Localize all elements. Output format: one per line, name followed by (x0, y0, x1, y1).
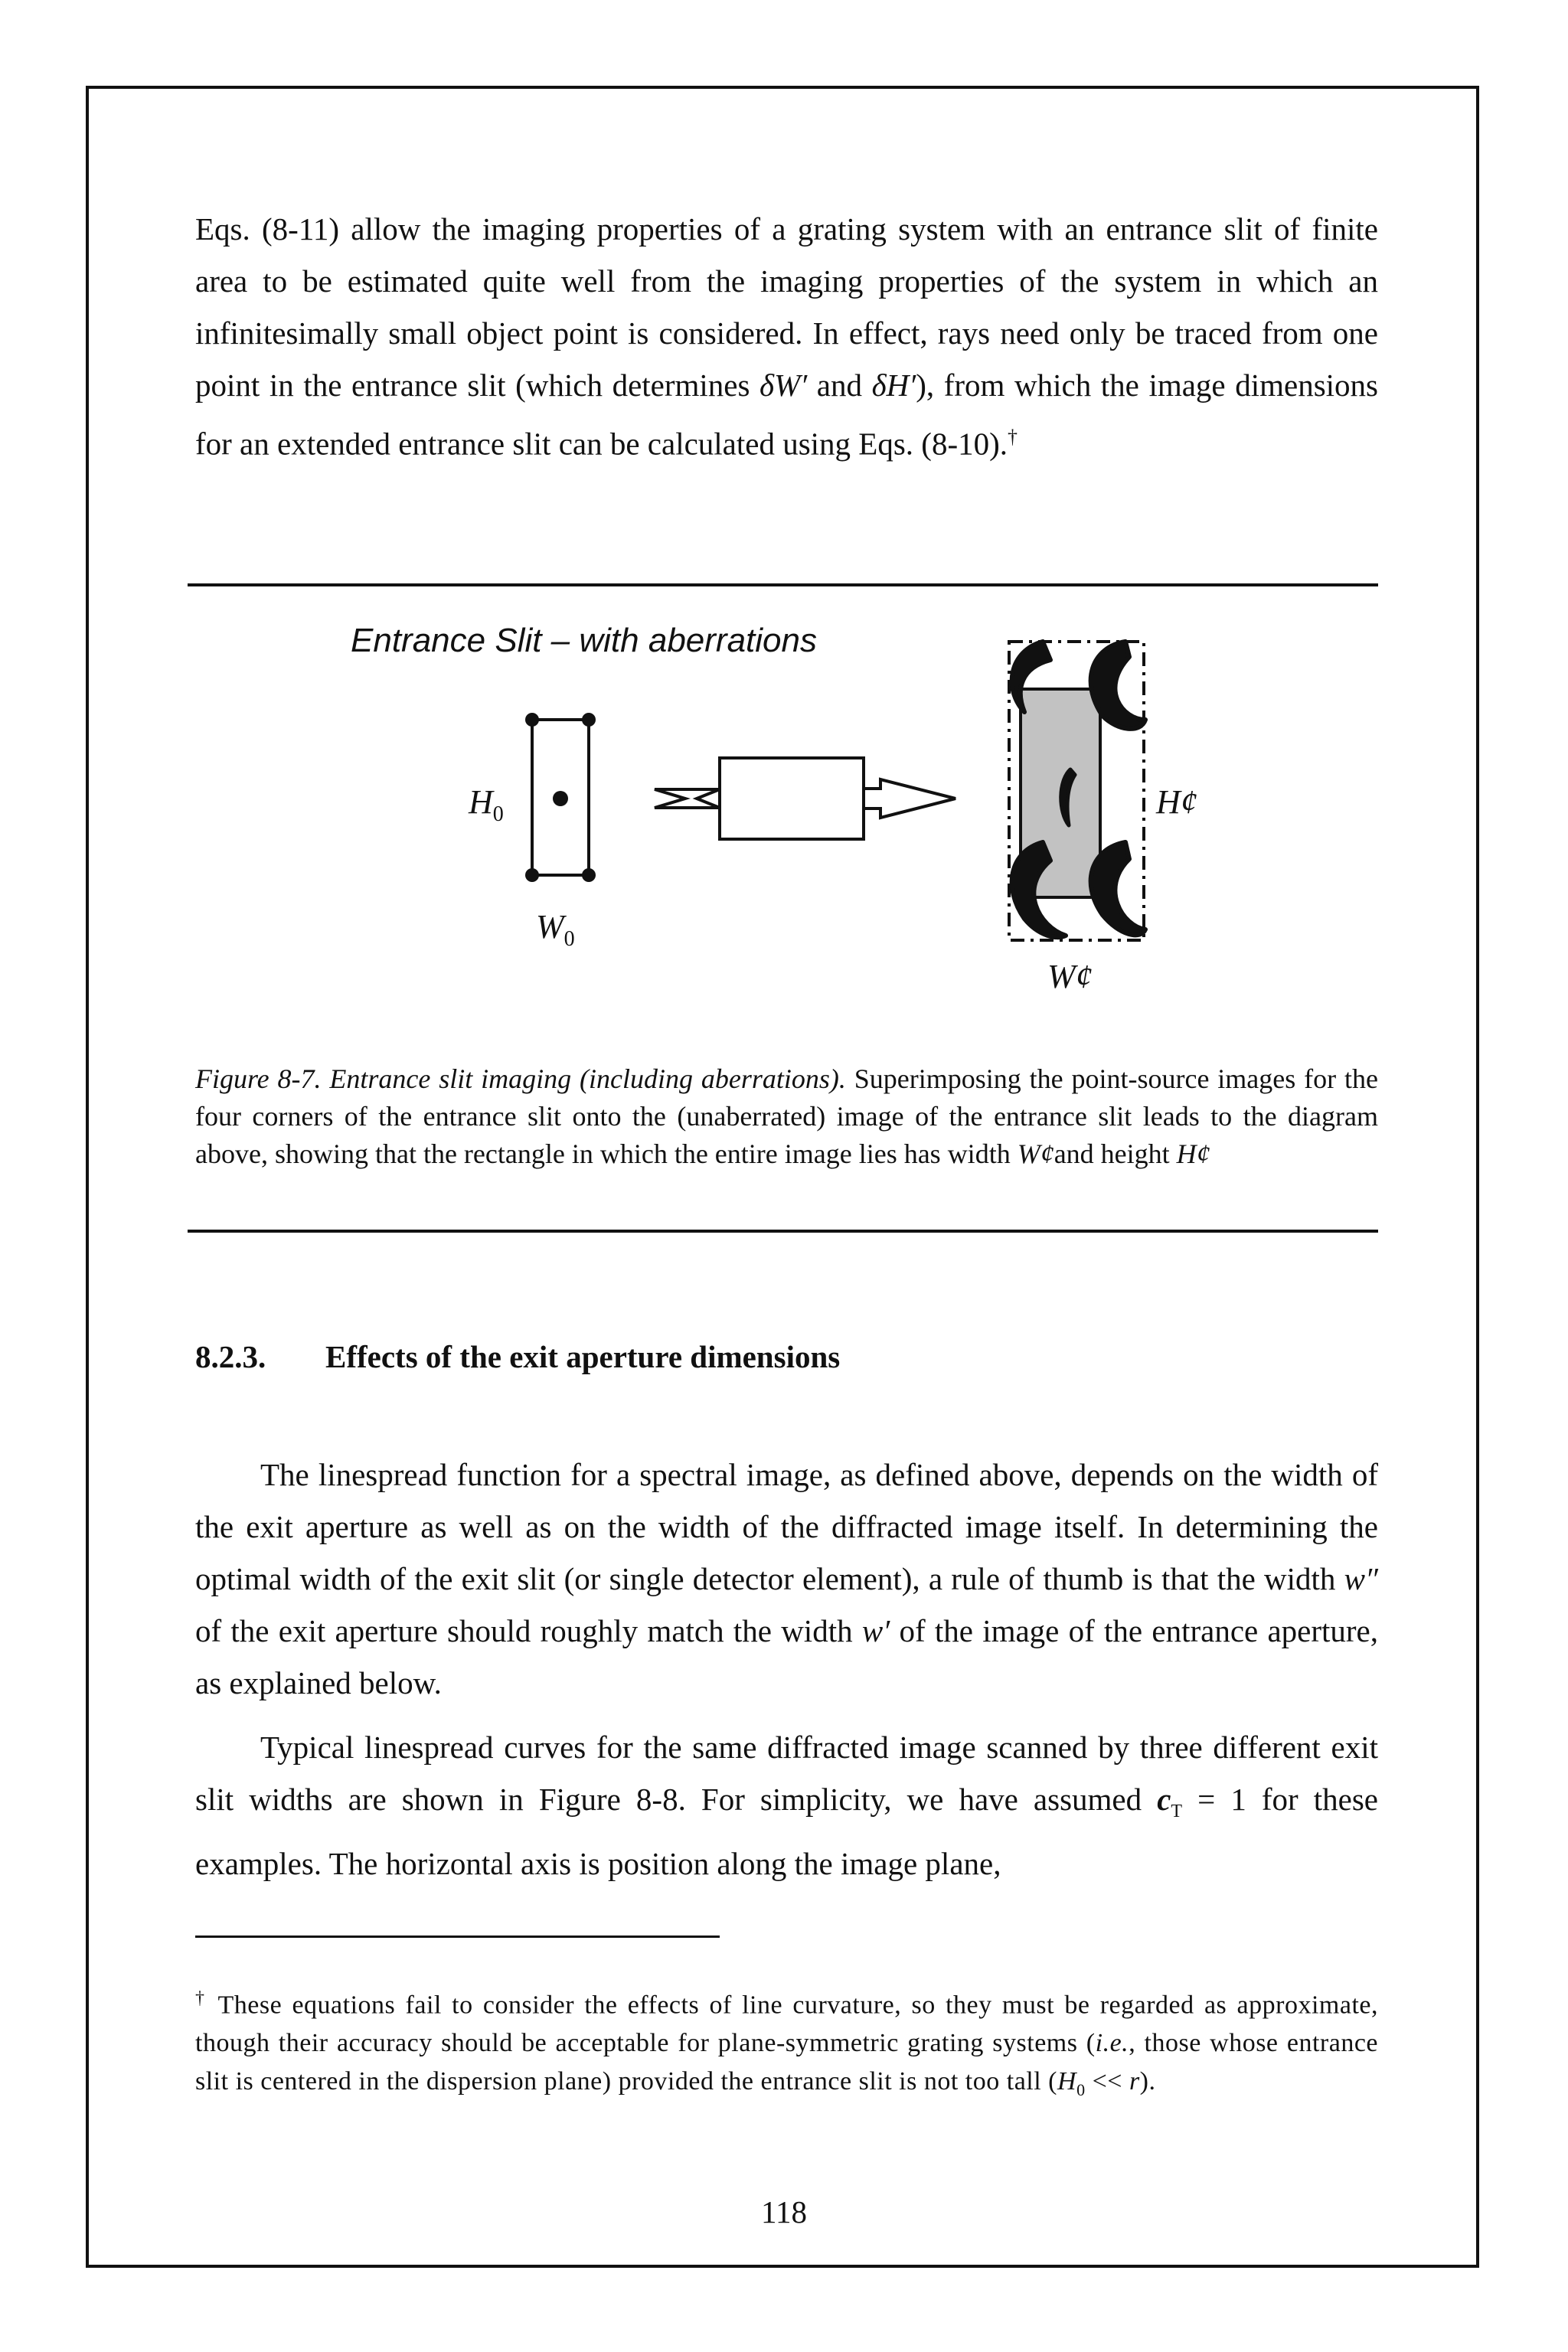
slit-corner-point (525, 868, 539, 882)
caption-label: Figure 8-7. Entrance slit imaging (including aberrations). (195, 1063, 846, 1094)
slit-corner-point (525, 713, 539, 727)
paragraph-2-text-mid: of the exit aperture should roughly match the width (195, 1613, 862, 1648)
footnote-text: These equations fail to consider the effects of line curvature, so they must be regarded as approximate, though their accuracy should be acceptable for plane-symmetric grating systems ( (195, 1991, 1378, 2058)
slit-corner-point (582, 868, 596, 882)
delta-h-prime: δH′ (871, 368, 916, 403)
input-arrow-tail (655, 789, 720, 808)
paragraph-3-text: Typical linespread curves for the same diffracted image scanned by three different exit slit widths are shown in Figure 8-8. For simplicity, we have assumed (195, 1730, 1378, 1817)
c-t-subscript: T (1171, 1802, 1183, 1822)
footnote-text-end: ). (1139, 2067, 1156, 2096)
entrance-slit-diagram (0, 0, 1568, 1057)
paragraph-3-text-end: = 1 for these examples. The horizontal axis is position along the image plane, (195, 1782, 1379, 1882)
optical-system-box (720, 758, 864, 839)
section-title: Effects of the exit aperture dimensions (325, 1339, 841, 1374)
footnote-h0-sub: 0 (1076, 2080, 1086, 2100)
w-prime: w′ (861, 1613, 890, 1648)
footnote-dagger: † (195, 1988, 208, 2008)
footnote-r: r (1129, 2067, 1140, 2096)
section-number: 8.2.3. (195, 1339, 266, 1374)
paragraph-2-text: The linespread function for a spectral image, as defined above, depends on the width of the exit aperture as well as on the width of the diffracted image itself. In determining the optimal width of the exit slit (or single detector element), a rule of thumb is that the width (195, 1457, 1378, 1596)
label-w-prime: W¢ (1047, 958, 1093, 995)
c-t-symbol: c (1157, 1782, 1171, 1817)
footnote-text-mid: , those whose entrance slit is centered in the dispersion plane) provided the entrance slit is not too tall ( (195, 2029, 1379, 2096)
w-double-prime: w″ (1344, 1561, 1378, 1596)
footnote-ie: i.e. (1095, 2029, 1129, 2058)
paragraph-3 (195, 1721, 1378, 1890)
figure-title: Entrance Slit – with aberrations (351, 622, 817, 659)
label-h0: $H_0$ (469, 783, 504, 826)
output-arrow (864, 779, 956, 818)
caption-h-prime: H¢ (1176, 1138, 1210, 1169)
footnote-rule (195, 1936, 720, 1938)
paragraph-2 (195, 1449, 1378, 1709)
footnote (195, 1979, 1378, 2109)
caption-mid: and height (1054, 1138, 1177, 1169)
aberration-blob-bottom-right (1091, 842, 1145, 935)
paragraph-1-text-end: ), from which the image dimensions for an extended entrance slit can be calculated using Eqs. (8-10). (195, 368, 1378, 462)
caption-w-prime: W¢ (1017, 1138, 1054, 1169)
paragraph-2-text-end: of the image of the entrance aperture, as explained below. (195, 1613, 1379, 1700)
paragraph-1-and: and (807, 368, 872, 403)
figure-caption (195, 1060, 1378, 1173)
caption-text: Superimposing the point-source images for the four corners of the entrance slit onto the (unaberrated) image of the entrance slit leads to the diagram above, showing that the rectangle in which the entire image lies has width (195, 1063, 1378, 1169)
figure-bottom-rule (188, 1230, 1378, 1233)
page-number: 118 (761, 2194, 807, 2230)
label-w0: $W_0$ (536, 908, 575, 951)
footnote-marker: † (1008, 426, 1018, 448)
slit-center-point (553, 791, 568, 806)
label-h-prime: H¢ (1156, 783, 1197, 821)
footnote-h0: H (1057, 2067, 1077, 2096)
paragraph-1-text: Eqs. (8-11) allow the imaging properties of a grating system with an entrance slit of finite area to be estimated quite well from the imaging properties of the system in which an infinitesimally small object point is considered. In effect, rays need only be traced from one point in the entrance slit (which determines (195, 211, 1378, 403)
section-heading (195, 1338, 840, 1375)
slit-corner-point (582, 713, 596, 727)
footnote-text-lt: << (1085, 2067, 1129, 2096)
delta-w-prime: δW′ (760, 368, 808, 403)
